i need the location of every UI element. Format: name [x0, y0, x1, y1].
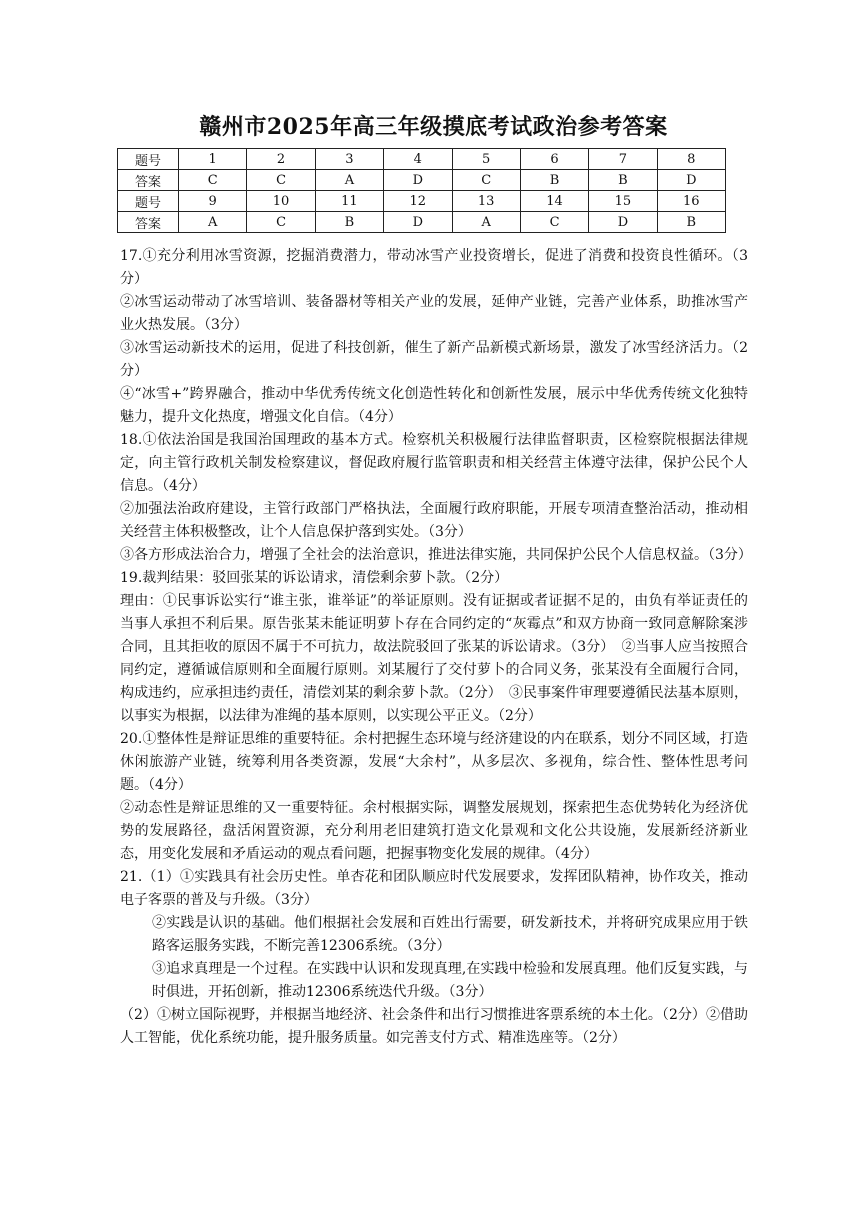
row-label: 题号	[118, 149, 179, 170]
table-cell: 13	[452, 191, 520, 212]
answer-body	[120, 245, 752, 1050]
table-cell: 16	[657, 191, 725, 212]
table-cell: A	[452, 212, 520, 233]
table-cell: A	[179, 212, 247, 233]
table-cell: D	[384, 170, 452, 191]
table-cell: 11	[315, 191, 383, 212]
table-cell: 6	[520, 149, 588, 170]
table-cell: C	[520, 212, 588, 233]
answer-paragraph-q20-2: ②动态性是辩证思维的又一重要特征。余村根据实际，调整发展规划，探索把生态优势转化为经济优势的发展路径，盘活闲置资源，充分利用老旧建筑打造文化景观和文化公共设施，发展新经济新业态，用变化发展和矛盾运动的观点看问题，把握事物变化发展的规律。（4分）	[120, 800, 748, 862]
table-row	[118, 191, 726, 212]
table-cell: B	[657, 212, 725, 233]
table-row	[118, 170, 726, 191]
answer-paragraph-q21-1: 21.（1）①实践具有社会历史性。单杏花和团队顺应时代发展要求，发挥团队精神，协作攻关，推动电子客票的普及与升级。（3分）	[120, 869, 748, 908]
answer-paragraph-q20-1: 20.①整体性是辩证思维的重要特征。余村把握生态环境与经济建设的内在联系，划分不同区域，打造休闲旅游产业链，统筹利用各类资源，发展“大余村”，从多层次、多视角，综合性、整体性思考问题。（4分）	[120, 731, 748, 793]
table-row	[118, 212, 726, 233]
table-cell: 3	[315, 149, 383, 170]
answer-paragraph-q19-result: 19.裁判结果：驳回张某的诉讼请求，清偿剩余萝卜款。（2分）	[120, 570, 509, 586]
answer-table	[117, 148, 726, 233]
table-cell: 7	[589, 149, 657, 170]
table-cell: 12	[384, 191, 452, 212]
table-cell: 4	[384, 149, 452, 170]
table-cell: 1	[179, 149, 247, 170]
table-cell: D	[657, 170, 725, 191]
table-cell: D	[589, 212, 657, 233]
table-cell: 8	[657, 149, 725, 170]
answer-paragraph-q17-1: 17.①充分利用冰雪资源，挖掘消费潜力，带动冰雪产业投资增长，促进了消费和投资良性循环。（3分）	[120, 248, 748, 287]
answer-paragraph-q18-3: ③各方形成法治合力，增强了全社会的法治意识，推进法律实施，共同保护公民个人信息权益。（3分）	[120, 547, 752, 563]
page-title: 赣州市2025年高三年级摸底考试政治参考答案	[199, 114, 668, 140]
table-cell: 5	[452, 149, 520, 170]
table-row	[118, 149, 726, 170]
table-cell: B	[589, 170, 657, 191]
table-cell: A	[315, 170, 383, 191]
answer-paragraph-q18-1: 18.①依法治国是我国治国理政的基本方式。检察机关积极履行法律监督职责，区检察院根据法律规定，向主管行政机关制发检察建议，督促政府履行监管职责和相关经营主体遵守法律，保护公民个人信息。（4分）	[120, 432, 748, 494]
answer-paragraph-q18-2: ②加强法治政府建设，主管行政部门严格执法，全面履行政府职能，开展专项清查整治活动，推动相关经营主体积极整改，让个人信息保护落到实处。（3分）	[120, 501, 748, 540]
table-cell: 9	[179, 191, 247, 212]
row-label: 答案	[118, 212, 179, 233]
table-cell: 14	[520, 191, 588, 212]
table-cell: D	[384, 212, 452, 233]
table-cell: 2	[247, 149, 315, 170]
table-cell: B	[520, 170, 588, 191]
table-cell: 10	[247, 191, 315, 212]
table-cell: C	[247, 170, 315, 191]
answer-paragraph-q21-part2: （2）①树立国际视野，并根据当地经济、社会条件和出行习惯推进客票系统的本土化。（2分）②借助人工智能，优化系统功能，提升服务质量。如完善支付方式、精准选座等。（2分）	[120, 1007, 748, 1046]
table-cell: C	[179, 170, 247, 191]
row-label: 答案	[118, 170, 179, 191]
row-label: 题号	[118, 191, 179, 212]
table-cell: B	[315, 212, 383, 233]
answer-paragraph-q17-3: ③冰雪运动新技术的运用，促进了科技创新，催生了新产品新模式新场景，激发了冰雪经济活力。（2分）	[120, 340, 748, 379]
answer-paragraph-q19-reason: 理由：①民事诉讼实行“谁主张，谁举证”的举证原则。没有证据或者证据不足的，由负有举证责任的当事人承担不利后果。原告张某未能证明萝卜存在合同约定的“灰霉点”和双方协商一致同意解除案涉合同，且其拒收的原因不属于不可抗力，故法院驳回了张某的诉讼请求。（3分） ②当事人应当按照合同约定，遵循诚信原则和全面履行原则。刘某履行了交付萝卜的合同义务，张某没有全面履行合同，构成违约，应承担违约责任，清偿刘某的剩余萝卜款。（2分） ③民事案件审理要遵循民法基本原则，以事实为根据，以法律为准绳的基本原则，以实现公平正义。（2分）	[120, 593, 748, 724]
table-cell: C	[247, 212, 315, 233]
table-cell: C	[452, 170, 520, 191]
answer-paragraph-q21-3: ③追求真理是一个过程。在实践中认识和发现真理,在实践中检验和发展真理。他们反复实践，与时俱进，开拓创新，推动12306系统迭代升级。（3分）	[152, 961, 748, 1000]
answer-paragraph-q21-2: ②实践是认识的基础。他们根据社会发展和百姓出行需要，研发新技术，并将研究成果应用于铁路客运服务实践，不断完善12306系统。（3分）	[152, 915, 748, 954]
answer-paragraph-q17-4: ④“冰雪+”跨界融合，推动中华优秀传统文化创造性转化和创新性发展，展示中华优秀传统文化独特魅力，提升文化热度，增强文化自信。（4分）	[120, 386, 748, 425]
answer-paragraph-q17-2: ②冰雪运动带动了冰雪培训、装备器材等相关产业的发展，延伸产业链，完善产业体系，助推冰雪产业火热发展。（3分）	[120, 294, 748, 333]
table-cell: 15	[589, 191, 657, 212]
